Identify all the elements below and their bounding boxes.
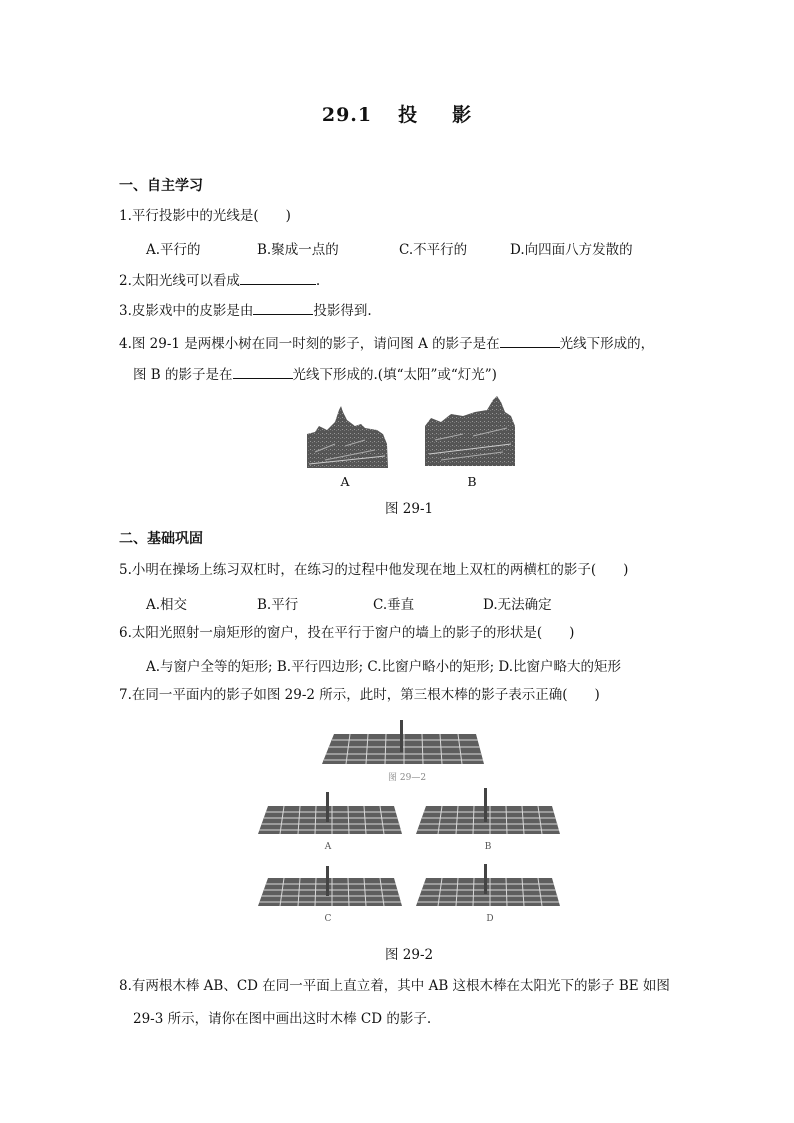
q5-option-d: D.无法确定 (483, 597, 552, 613)
question-2 (119, 270, 320, 290)
q2-blank[interactable] (240, 270, 316, 285)
question-4-line-1 (119, 333, 654, 353)
q4-text-1: 4.图 29-1 是两棵小树在同一时刻的影子，请问图 A 的影子是在 (119, 336, 500, 352)
q1-option-b: B.聚成一点的 (257, 242, 339, 258)
q4-text-4: 光线下形成的.(填“太阳”或“灯光”) (292, 367, 497, 383)
q1-option-a: A.平行的 (146, 242, 201, 258)
figure-29-2-option-b-grid (414, 788, 562, 836)
figure-29-1-b (423, 396, 517, 468)
figure-29-2-inner-caption: 图 29—2 (388, 773, 427, 783)
question-5: 5.小明在操场上练习双杠时，在练习的过程中他发现在地上双杠的两横杠的影子( ) (119, 562, 629, 578)
q4-blank-1[interactable] (500, 333, 560, 348)
title-char-2: 影 (452, 104, 473, 126)
figure-29-1-caption: 图 29-1 (385, 501, 434, 517)
question-4-line-2 (133, 364, 497, 384)
figure-29-2-label-c: C (324, 914, 332, 924)
figure-29-2-label-b: B (484, 842, 492, 852)
q2-text: 2.太阳光线可以看成 (119, 273, 240, 289)
figure-29-2-label-a: A (324, 842, 332, 852)
figure-29-2-option-d-grid (414, 860, 562, 908)
q5-option-a: A.相交 (146, 597, 188, 613)
q3-text: 3.皮影戏中的皮影是由 (119, 303, 254, 319)
q4-text-2: 光线下形成的， (559, 336, 655, 352)
question-6: 6.太阳光照射一扇矩形的窗户，投在平行于窗户的墙上的影子的形状是( ) (119, 625, 575, 641)
question-8-line-2: 29-3 所示，请你在图中画出这时木棒 CD 的影子. (133, 1011, 432, 1027)
q5-option-b: B.平行 (257, 597, 299, 613)
question-7: 7.在同一平面内的影子如图 29-2 所示，此时，第三根木棒的影子表示正确( ) (119, 687, 600, 703)
q5-option-c: C.垂直 (373, 597, 415, 613)
figure-29-2-main-grid (320, 718, 486, 766)
section-heading-2: 二、基础巩固 (119, 531, 203, 547)
q1-option-c: C.不平行的 (399, 242, 468, 258)
figure-29-1-a (305, 404, 390, 470)
question-8-line-1: 8.有两根木棒 AB、CD 在同一平面上直立着，其中 AB 这根木棒在太阳光下的影子 BE 如图 (119, 978, 670, 994)
q4-text-3: 图 B 的影子是在 (133, 367, 233, 383)
question-1: 1.平行投影中的光线是( ) (119, 208, 291, 224)
q3-end: 投影得到. (313, 303, 372, 319)
q1-option-d: D.向四面八方发散的 (510, 242, 633, 258)
q6-options: A.与窗户全等的矩形; B.平行四边形; C.比窗户略小的矩形; D.比窗户略大的矩形 (146, 659, 622, 675)
figure-29-1-label-a: A (340, 474, 350, 489)
page-title (0, 106, 794, 124)
title-char-1: 投 (398, 104, 419, 126)
section-heading-1: 一、自主学习 (119, 178, 203, 194)
figure-29-2-caption: 图 29-2 (385, 947, 434, 963)
figure-29-1-label-b: B (467, 474, 477, 489)
q3-blank[interactable] (253, 300, 313, 315)
figure-29-2-label-d: D (486, 914, 494, 924)
question-3 (119, 300, 372, 320)
figure-29-2-option-a-grid (256, 788, 404, 836)
q2-end: . (315, 273, 321, 289)
figure-29-2-option-c-grid (256, 860, 404, 908)
title-number: 29.1 (321, 104, 373, 126)
q4-blank-2[interactable] (233, 364, 293, 379)
